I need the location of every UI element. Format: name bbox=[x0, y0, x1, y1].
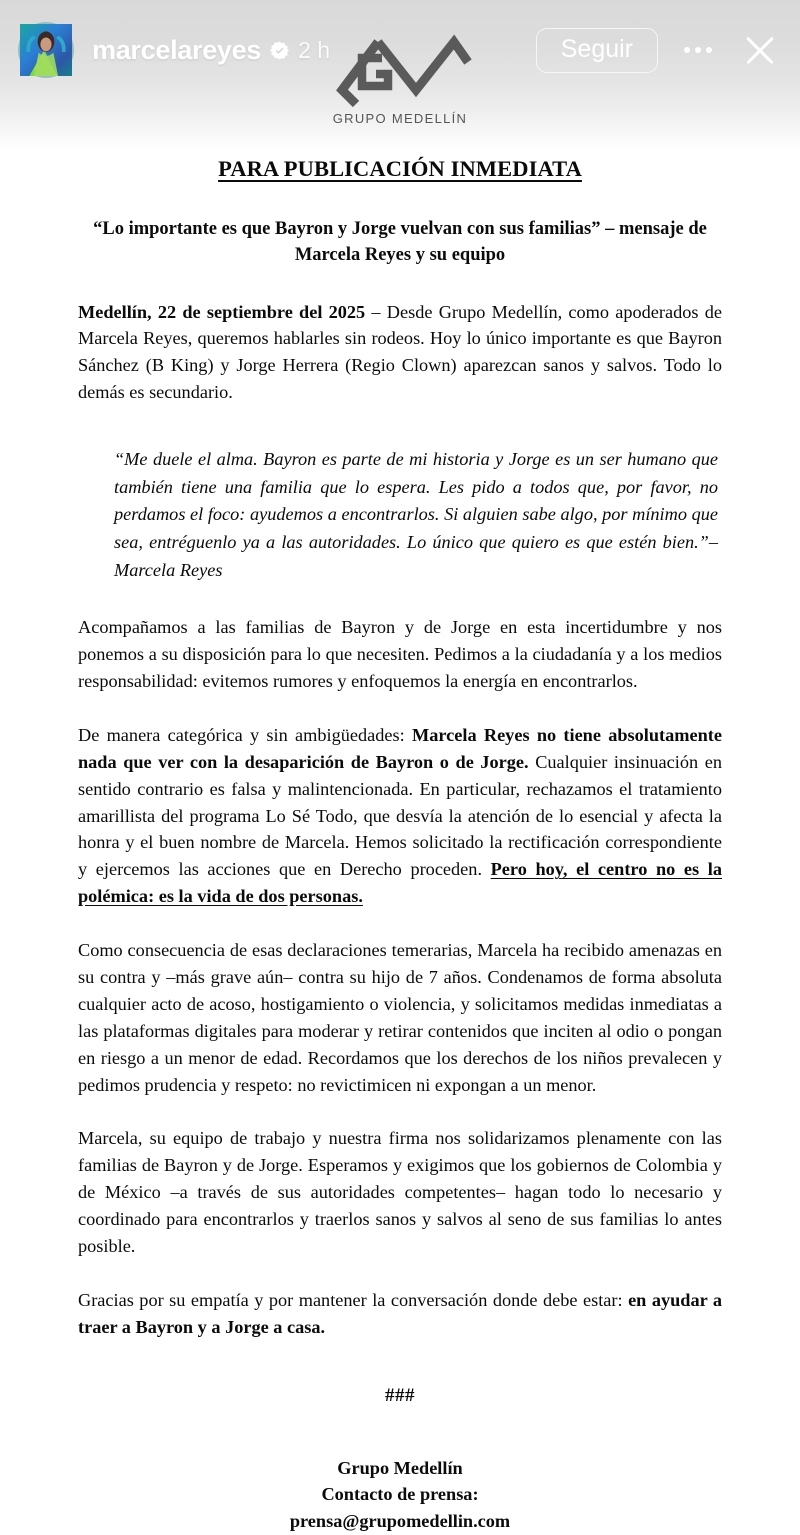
paragraph-6-lead: Gracias por su empatía y por mantener la conversación donde debe estar: bbox=[78, 1289, 629, 1310]
paragraph-2: Acompañamos a las familias de Bayron y de Jorge en esta incertidumbre y nos ponemos a su disposición para lo que necesiten. Pedimos a la ciudadanía y a los medios responsabilidad: evitemos rumores y enfoquemos la energía en encontrarlos. bbox=[78, 617, 722, 691]
paragraph-1 bbox=[78, 299, 722, 407]
dot bbox=[706, 47, 712, 53]
paragraph-6 bbox=[78, 1287, 722, 1341]
dot bbox=[684, 47, 690, 53]
paragraph-1-text: – Desde Grupo Medellín, como apoderados de Marcela Reyes, queremos hablarles sin rodeos. Hoy lo único importante es que Bayron Sánchez (B King) y Jorge Herrera (Regio Clown) aparezcan sanos y salvos. Todo lo demás es secundario. bbox=[78, 301, 722, 403]
username[interactable]: marcelareyes bbox=[92, 34, 262, 65]
verified-badge-icon bbox=[270, 41, 289, 60]
story-timestamp: 2 h bbox=[298, 36, 331, 63]
paragraph-5: Marcela, su equipo de trabajo y nuestra firma nos solidarizamos plenamente con las familias de Bayron y de Jorge. Esperamos y exigimos que los gobiernos de Colombia y de México –a través de sus autoridades competentes– hagan todo lo necesario y coordinado para encontrarlos y traerlos sanos y salvos al seno de sus familias lo antes posible. bbox=[78, 1128, 722, 1257]
paragraph-3-mid: Cualquier insinuación en sentido contrario es falsa y malintencionada. En particular, rechazamos el tratamiento amarillista del programa Lo Sé Todo, que desvía la atención de lo esencial y afecta la honra y el buen nombre de Marcela. Hemos solicitado la rectificación correspondiente y ejercemos las acciones que en Derecho proceden. bbox=[78, 751, 722, 880]
more-options-icon[interactable] bbox=[682, 37, 714, 63]
logo-wordmark: GRUPO MEDELLÍN bbox=[332, 111, 468, 126]
avatar[interactable] bbox=[18, 22, 74, 78]
paragraph-4: Como consecuencia de esas declaraciones temerarias, Marcela ha recibido amenazas en su contra y –más grave aún– contra su hijo de 7 años. Condenamos de forma absoluta cualquier acto de acoso, hostigamiento o violencia, y solicitamos medidas inmediatas a las plataformas digitales para moderar y retirar contenidos que inciten al odio o pongan en riesgo a un menor de edad. Recordamos que los derechos de los niños prevalecen y pedimos prudencia y respeto: no revictimicen ni expongan a un menor. bbox=[78, 940, 722, 1095]
document-subtitle: “Lo importante es que Bayron y Jorge vuelvan con sus familias” – mensaje de Marcela Reyes y su equipo bbox=[93, 219, 707, 266]
avatar-image bbox=[20, 24, 72, 76]
footer-company: Grupo Medellín bbox=[337, 1457, 463, 1478]
pull-quote: “Me duele el alma. Bayron es parte de mi historia y Jorge es un ser humano que también tiene una familia que lo espera. Les pido a todos que, por favor, no perdamos el foco: ayudemos a encontrarlos. Si alguien sabe algo, por mínimo que sea, entréguenlo ya a las autoridades. Lo único que quiero es que estén bien.”– Marcela Reyes bbox=[114, 449, 718, 580]
story-top-bar bbox=[0, 0, 800, 100]
story-author-meta bbox=[92, 35, 330, 66]
end-separator: ### bbox=[385, 1384, 415, 1406]
paragraph-6-bold: en ayudar a traer a Bayron y a Jorge a casa. bbox=[78, 1289, 722, 1337]
follow-button[interactable]: Seguir bbox=[536, 28, 658, 73]
press-release-document bbox=[0, 138, 800, 1535]
paragraph-3-bold: Marcela Reyes no tiene absolutamente nada que ver con la desaparición de Bayron o de Jorge. bbox=[78, 724, 722, 772]
footer-contact-label: Contacto de prensa: bbox=[321, 1484, 479, 1505]
paragraph-3-bold-underline: Pero hoy, el centro no es la polémica: es la vida de dos personas. bbox=[78, 859, 722, 907]
document-footer bbox=[78, 1455, 722, 1535]
paragraph-3 bbox=[78, 722, 722, 910]
dateline: Medellín, 22 de septiembre del 2025 bbox=[78, 301, 366, 322]
document-title: PARA PUBLICACIÓN INMEDIATA bbox=[218, 156, 582, 181]
footer-email: prensa@grupomedellin.com bbox=[289, 1511, 511, 1532]
paragraph-3-lead: De manera categórica y sin ambigüedades: bbox=[78, 724, 412, 745]
close-icon[interactable] bbox=[740, 30, 780, 70]
dot bbox=[695, 47, 701, 53]
